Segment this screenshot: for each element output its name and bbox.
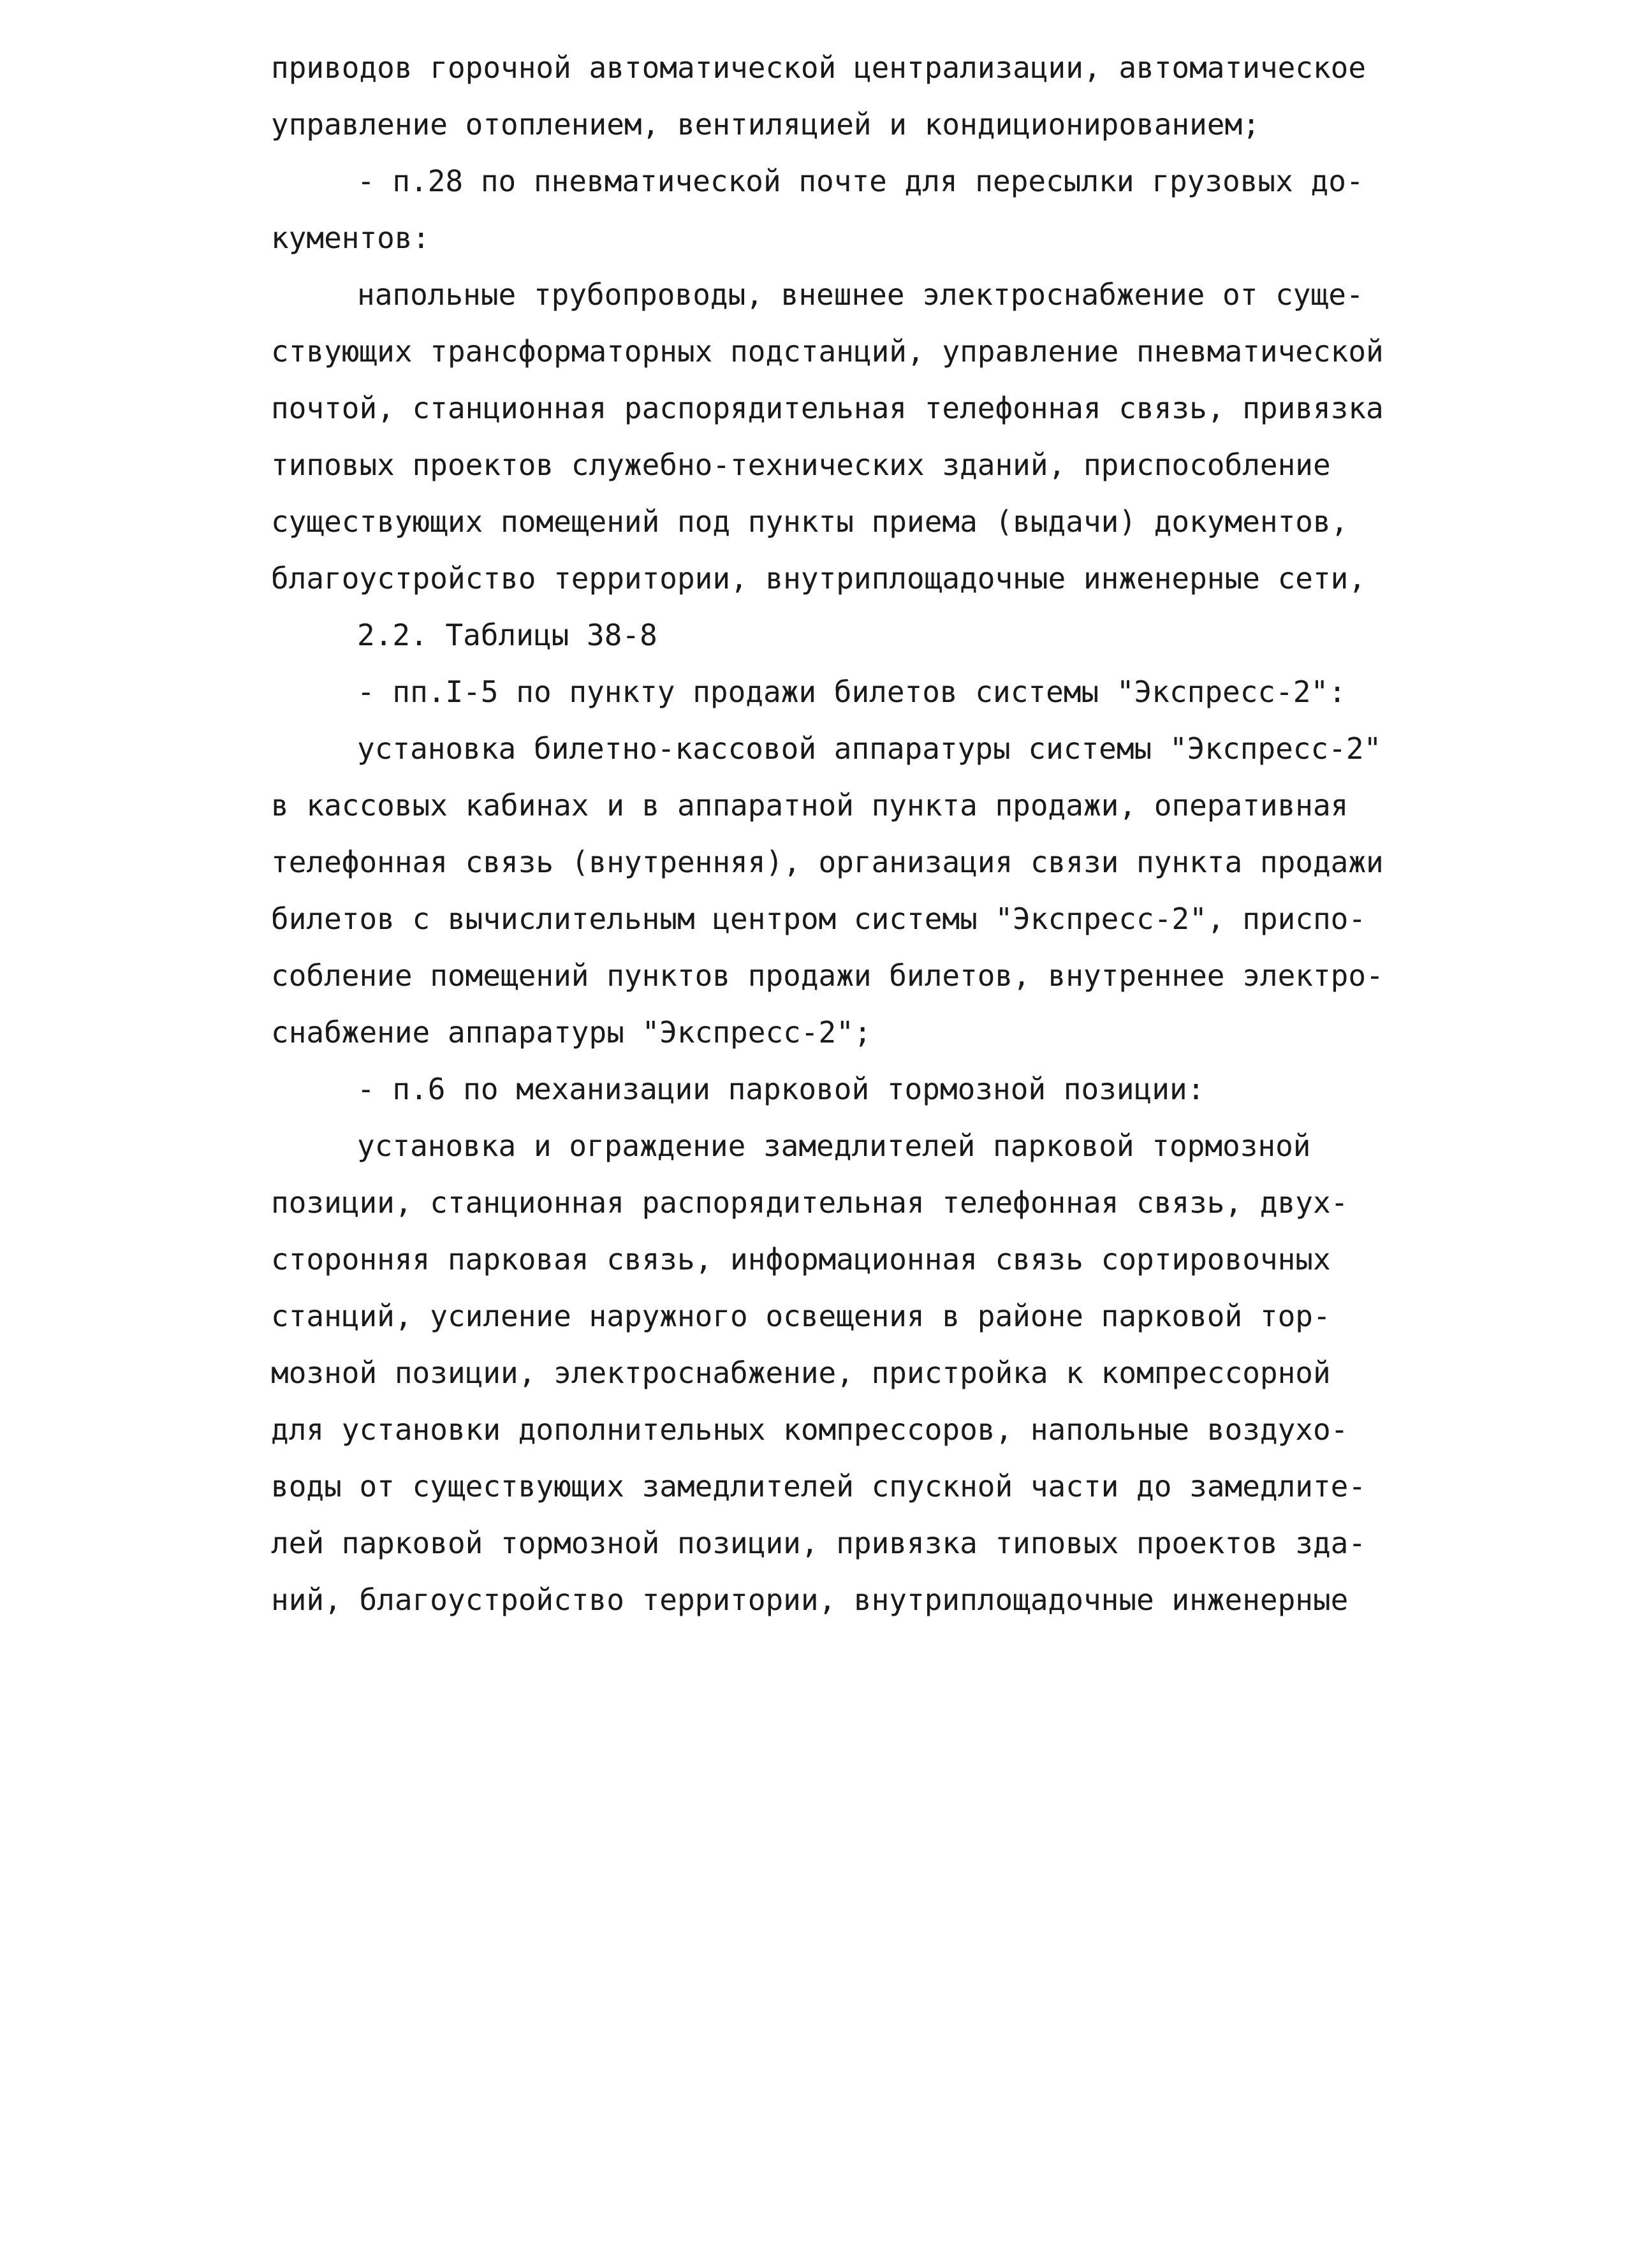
text-line: - п.28 по пневматической почте для пересылки грузовых до-	[357, 164, 1364, 198]
text-line: для установки дополнительных компрессоров, напольные воздухо-	[271, 1412, 1349, 1447]
text-line: ний, благоустройство территории, внутриплощадочные инженерные	[271, 1583, 1349, 1617]
text-line: 2.2. Таблицы 38-8	[357, 618, 657, 652]
text-line: собление помещений пунктов продажи билетов, внутреннее электро-	[271, 958, 1384, 993]
text-line: телефонная связь (внутренняя), организация связи пункта продажи	[271, 845, 1384, 879]
text-line: снабжение аппаратуры "Экспресс-2";	[271, 1015, 872, 1050]
text-line: мозной позиции, электроснабжение, пристройка к компрессорной	[271, 1356, 1331, 1390]
text-line: приводов горочной автоматической централизации, автоматическое	[271, 50, 1367, 85]
text-line: кументов:	[271, 221, 430, 255]
text-line: сторонняя парковая связь, информационная связь сортировочных	[271, 1242, 1331, 1277]
text-line: позиции, станционная распорядительная телефонная связь, двух-	[271, 1185, 1349, 1220]
text-line: ствующих трансформаторных подстанций, управление пневматической	[271, 334, 1384, 369]
text-line: установка и ограждение замедлителей парковой тормозной	[357, 1129, 1311, 1163]
text-line: благоустройство территории, внутриплощадочные инженерные сети,	[271, 561, 1367, 596]
text-line: существующих помещений под пункты приема (выдачи) документов,	[271, 504, 1349, 539]
document-body	[271, 40, 1400, 1628]
text-line: билетов с вычислительным центром системы "Экспресс-2", приспо-	[271, 902, 1367, 936]
text-line: - пп.I-5 по пункту продажи билетов системы "Экспресс-2":	[357, 675, 1346, 709]
text-line: установка билетно-кассовой аппаратуры системы "Экспресс-2"	[357, 731, 1382, 766]
text-line: - п.6 по механизации парковой тормозной позиции:	[357, 1072, 1205, 1106]
text-line: лей парковой тормозной позиции, привязка типовых проектов зда-	[271, 1526, 1367, 1560]
text-line: воды от существующих замедлителей спускной части до замедлите-	[271, 1469, 1367, 1503]
text-line: станций, усиление наружного освещения в районе парковой тор-	[271, 1299, 1331, 1333]
text-line: в кассовых кабинах и в аппаратной пункта продажи, оперативная	[271, 788, 1349, 823]
text-line: управление отоплением, вентиляцией и кондиционированием;	[271, 107, 1260, 142]
text-line: типовых проектов служебно-технических зданий, приспособление	[271, 448, 1331, 482]
text-line: напольные трубопроводы, внешнее электроснабжение от суще-	[357, 277, 1364, 312]
text-line: почтой, станционная распорядительная телефонная связь, привязка	[271, 391, 1384, 425]
